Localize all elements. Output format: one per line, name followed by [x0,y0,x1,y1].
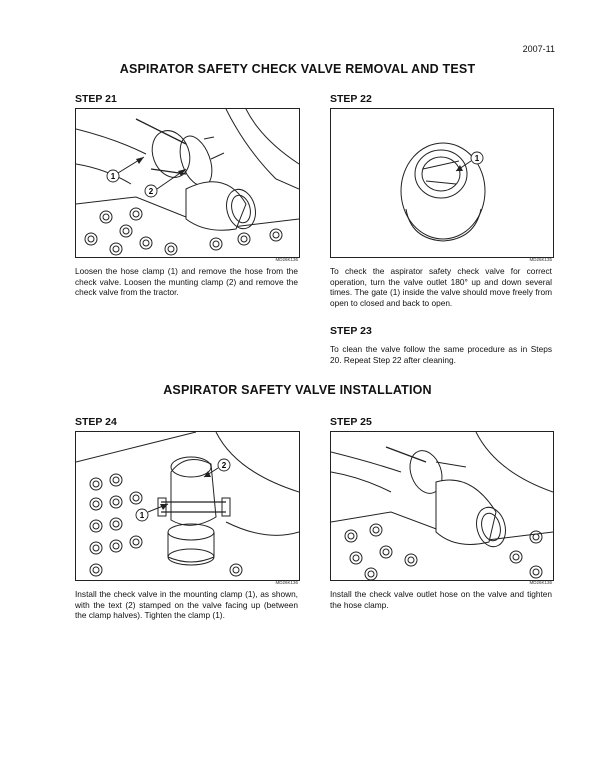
step-21-figure [75,108,300,258]
step-24-text: Install the check valve in the mounting clamp (1), as shown, with the text (2) stamped on the valve facing up (between the clamp halves). Tighten the clamp (1). [75,589,298,621]
step-22-heading: STEP 22 [330,93,372,105]
step-22-callout-1: 1 [474,154,480,163]
step-24-callout-2: 2 [221,461,227,470]
step-22-figure-code: MD26K135 [529,257,552,262]
valve-test-illustration [331,109,553,257]
hose-install-illustration [331,432,553,580]
step-21-callout-2: 2 [148,187,154,196]
section-title-removal-and-test: ASPIRATOR SAFETY CHECK VALVE REMOVAL AND TEST [119,62,476,76]
step-23-heading: STEP 23 [330,325,372,337]
step-25-figure-code: MD26K136 [529,580,552,585]
step-22-figure [330,108,554,258]
valve-install-illustration [76,432,299,580]
page-number: 2007-11 [522,44,555,54]
step-21-heading: STEP 21 [75,93,117,105]
step-21-figure-code: MD26K136 [275,257,298,262]
section-title-installation: ASPIRATOR SAFETY VALVE INSTALLATION [163,383,432,397]
step-24-callout-1: 1 [139,511,145,520]
step-23-text: To clean the valve follow the same procedure as in Steps 20. Repeat Step 22 after cleaning. [330,344,552,365]
step-25-figure [330,431,554,581]
step-24-figure [75,431,300,581]
step-25-heading: STEP 25 [330,416,372,428]
step-25-text: Install the check valve outlet hose on the valve and tighten the hose clamp. [330,589,552,610]
step-24-figure-code: MD26K136 [275,580,298,585]
step-21-callout-1: 1 [110,172,116,181]
step-21-text: Loosen the hose clamp (1) and remove the hose from the check valve. Loosen the munting clamp (2) and remove the check valve from the tractor. [75,266,298,298]
step-22-text: To check the aspirator safety check valve for correct operation, turn the valve outlet 180° up and down several times. The gate (1) inside the valve should move freely from open to closed and back to open. [330,266,552,308]
valve-removal-illustration [76,109,299,257]
step-24-heading: STEP 24 [75,416,117,428]
